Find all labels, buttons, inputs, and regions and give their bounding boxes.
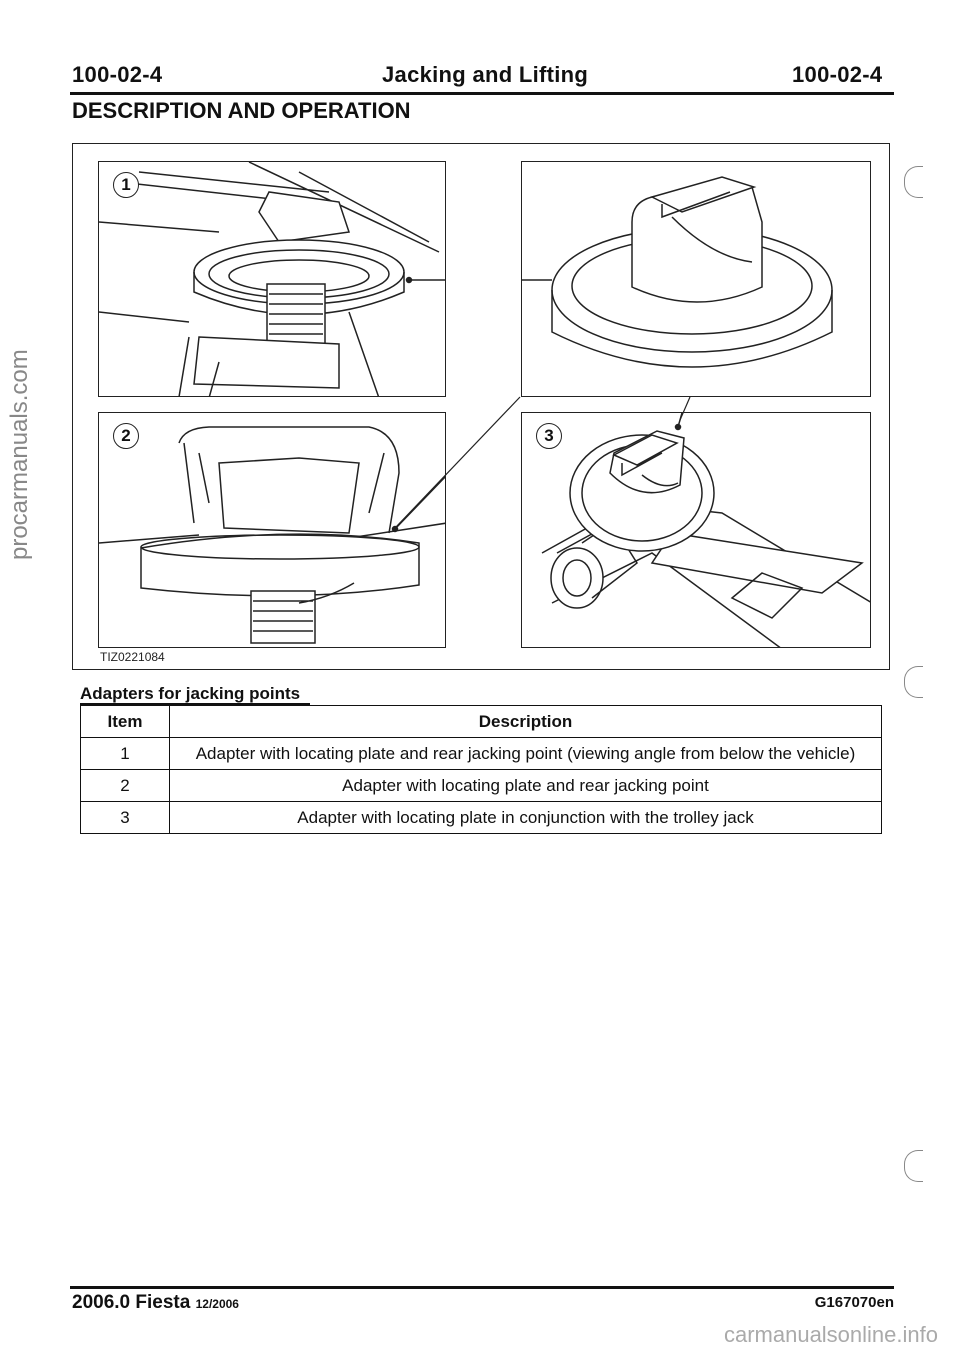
punch-hole-mark xyxy=(904,666,923,698)
item-number: 2 xyxy=(81,770,170,802)
footer-model xyxy=(72,1292,239,1314)
side-watermark: procarmanuals.com xyxy=(6,349,33,560)
footer-model-name: 2006.0 Fiesta xyxy=(72,1292,191,1313)
item-number: 1 xyxy=(81,738,170,770)
figure-code: TIZ0221084 xyxy=(100,650,165,664)
callout-3: 3 xyxy=(536,423,562,449)
column-header-item: Item xyxy=(81,706,170,738)
column-header-description: Description xyxy=(170,706,882,738)
page-number-left: 100-02-4 xyxy=(72,62,163,87)
table-row xyxy=(81,738,882,770)
figure-caption: Adapters for jacking points xyxy=(80,684,301,703)
header-rule xyxy=(70,92,894,95)
bottom-watermark: carmanualsonline.info xyxy=(723,1322,938,1347)
item-description: Adapter with locating plate and rear jacking point (viewing angle from below the vehicle) xyxy=(170,738,882,770)
section-title: DESCRIPTION AND OPERATION xyxy=(72,98,411,123)
item-description: Adapter with locating plate in conjunction with the trolley jack xyxy=(170,802,882,834)
footer-rule xyxy=(70,1286,894,1289)
illustration-adapter-closeup xyxy=(521,161,871,397)
page-title: Jacking and Lifting xyxy=(382,62,589,87)
table-row xyxy=(81,770,882,802)
callout-1: 1 xyxy=(113,172,139,198)
item-description: Adapter with locating plate and rear jacking point xyxy=(170,770,882,802)
callout-2: 2 xyxy=(113,423,139,449)
footer-doc-code: G167070en xyxy=(814,1294,894,1311)
table-header-row xyxy=(81,706,882,738)
table-row xyxy=(81,802,882,834)
page-number-right: 100-02-4 xyxy=(792,62,883,87)
footer-date: 12/2006 xyxy=(195,1297,239,1311)
leader-lines xyxy=(380,390,700,540)
punch-hole-mark xyxy=(904,166,923,198)
legend-table xyxy=(80,705,882,834)
illustration-adapter-underside xyxy=(98,161,446,397)
punch-hole-mark xyxy=(904,1150,923,1182)
item-number: 3 xyxy=(81,802,170,834)
